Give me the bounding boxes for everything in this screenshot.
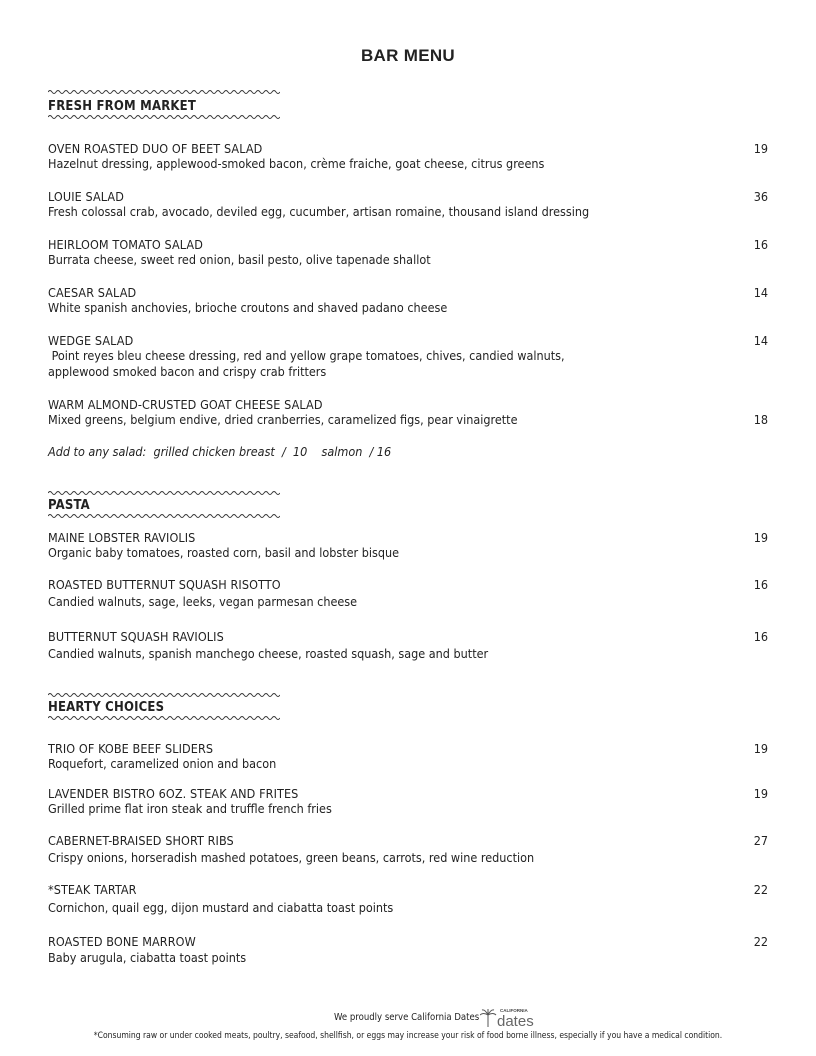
menu-item-name: WEDGE SALAD (48, 333, 134, 348)
menu-item-price: 22 (753, 934, 768, 949)
menu-item-name: BUTTERNUT SQUASH RAVIOLIS (48, 629, 224, 644)
menu-item-price: 14 (753, 285, 768, 300)
menu-item-name: ROASTED BONE MARROW (48, 934, 196, 949)
menu-item-price: 36 (753, 189, 768, 204)
section-heading-pasta: PASTA (48, 498, 90, 513)
page-title: BAR MENU (360, 46, 455, 65)
menu-item-description: Baby arugula, ciabatta toast points (48, 950, 247, 965)
wavy-divider (48, 113, 280, 121)
menu-item-price: 19 (753, 141, 768, 156)
section-heading-hearty: HEARTY CHOICES (48, 700, 165, 715)
menu-item-description: Burrata cheese, sweet red onion, basil pesto, olive tapenade shallot (48, 252, 431, 267)
salad-addon-note: Add to any salad: grilled chicken breast / 10 salmon / 16 (48, 444, 392, 459)
menu-item-description: Point reyes bleu cheese dressing, red and yellow grape tomatoes, chives, candied walnuts, (48, 348, 565, 363)
menu-item-description: Crispy onions, horseradish mashed potatoes, green beans, carrots, red wine reduction (48, 850, 535, 865)
menu-item-price: 19 (753, 786, 768, 801)
menu-item-description: Fresh colossal crab, avocado, deviled egg, cucumber, artisan romaine, thousand island dressing (48, 204, 590, 219)
menu-item-name: HEIRLOOM TOMATO SALAD (48, 237, 203, 252)
menu-item-name: LOUIE SALAD (48, 189, 124, 204)
california-dates-logo (480, 1006, 540, 1028)
menu-item-name: CABERNET-BRAISED SHORT RIBS (48, 833, 234, 848)
wavy-divider (48, 88, 280, 96)
section-heading-market: FRESH FROM MARKET (48, 99, 197, 114)
food-safety-disclaimer: *Consuming raw or under cooked meats, poultry, seafood, shellfish, or eggs may increase your risk of food borne illness, especially if you have a medical condition. (93, 1031, 723, 1041)
menu-item-name: OVEN ROASTED DUO OF BEET SALAD (48, 141, 263, 156)
wavy-divider (48, 512, 280, 520)
menu-item-description: White spanish anchovies, brioche croutons and shaved padano cheese (48, 300, 448, 315)
menu-item-description: Mixed greens, belgium endive, dried cranberries, caramelized figs, pear vinaigrette (48, 412, 518, 427)
menu-item-description: Candied walnuts, sage, leeks, vegan parmesan cheese (48, 594, 358, 609)
logo-big-text: dates (497, 1013, 534, 1028)
menu-item-price: 18 (753, 412, 768, 427)
menu-item-description: Grilled prime flat iron steak and truffle french fries (48, 801, 332, 816)
menu-item-price: 14 (753, 333, 768, 348)
california-dates-note: We proudly serve California Dates (334, 1012, 480, 1023)
menu-item-price: 16 (753, 629, 768, 644)
menu-item-price: 27 (753, 833, 768, 848)
menu-item-price: 19 (753, 741, 768, 756)
menu-item-price: 16 (753, 237, 768, 252)
menu-item-name: CAESAR SALAD (48, 285, 137, 300)
menu-item-name: MAINE LOBSTER RAVIOLIS (48, 530, 196, 545)
menu-item-description: Candied walnuts, spanish manchego cheese, roasted squash, sage and butter (48, 646, 489, 661)
palm-tree-icon (480, 1009, 496, 1027)
wavy-divider (48, 691, 280, 699)
menu-item-name: *STEAK TARTAR (48, 882, 137, 897)
logo-small-text: CALIFORNIA (500, 1008, 528, 1013)
menu-item-price: 22 (753, 882, 768, 897)
menu-item-price: 16 (753, 577, 768, 592)
menu-item-description: Hazelnut dressing, applewood-smoked bacon, crème fraiche, goat cheese, citrus greens (48, 156, 545, 171)
menu-item-name: ROASTED BUTTERNUT SQUASH RISOTTO (48, 577, 281, 592)
menu-item-description: Roquefort, caramelized onion and bacon (48, 756, 277, 771)
menu-item-name: LAVENDER BISTRO 6OZ. STEAK AND FRITES (48, 786, 299, 801)
menu-item-name: TRIO OF KOBE BEEF SLIDERS (48, 741, 214, 756)
wavy-divider (48, 489, 280, 497)
menu-item-description: Cornichon, quail egg, dijon mustard and ciabatta toast points (48, 900, 394, 915)
menu-item-name: WARM ALMOND-CRUSTED GOAT CHEESE SALAD (48, 397, 323, 412)
menu-item-description-line2: applewood smoked bacon and crispy crab fritters (48, 364, 327, 379)
wavy-divider (48, 714, 280, 722)
menu-item-price: 19 (753, 530, 768, 545)
menu-item-description: Organic baby tomatoes, roasted corn, basil and lobster bisque (48, 545, 400, 560)
